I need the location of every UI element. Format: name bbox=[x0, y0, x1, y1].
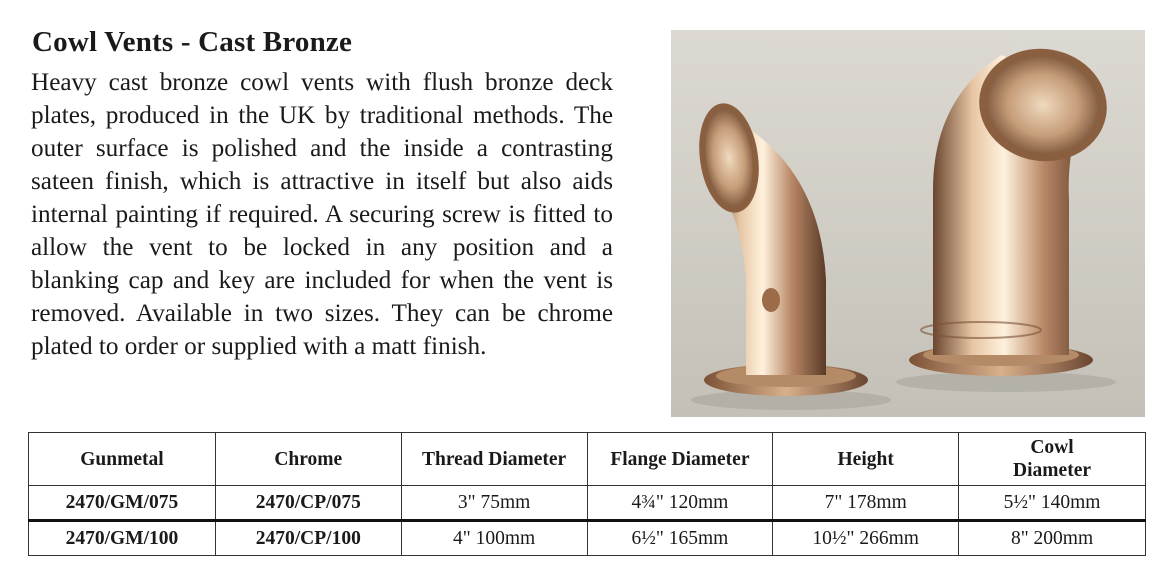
product-description: Heavy cast bronze cowl vents with flush bronze deck plates, produced in the UK by traditional methods. The outer surface is polished and the inside a contrasting sateen finish, which is attractive in itself but also aids internal painting if required. A securing screw is fitted to allow the vent to be locked in any position and a blanking cap and key are included for when the vent is removed. Available in two sizes. They can be chrome plated to order or supplied with a matt finish. bbox=[31, 69, 613, 360]
column-header-flange-diameter: Flange Diameter bbox=[587, 433, 773, 486]
gunmetal-code: 2470/GM/100 bbox=[29, 521, 216, 556]
column-header-height: Height bbox=[773, 433, 959, 486]
flange-diameter-cell: 4¾" 120mm bbox=[587, 486, 773, 521]
table-row bbox=[29, 521, 1146, 556]
thread-diameter-cell: 4" 100mm bbox=[401, 521, 587, 556]
cowl-diameter-cell: 5½" 140mm bbox=[959, 486, 1146, 521]
spec-table bbox=[28, 432, 1146, 556]
column-header-gunmetal: Gunmetal bbox=[29, 433, 216, 486]
height-cell: 7" 178mm bbox=[773, 486, 959, 521]
chrome-code: 2470/CP/100 bbox=[215, 521, 401, 556]
flange-diameter-cell: 6½" 165mm bbox=[587, 521, 773, 556]
column-header-chrome: Chrome bbox=[215, 433, 401, 486]
cowl-diameter-cell: 8" 200mm bbox=[959, 521, 1146, 556]
gunmetal-code: 2470/GM/075 bbox=[29, 486, 216, 521]
table-header-row bbox=[29, 433, 1146, 486]
page-title: Cowl Vents - Cast Bronze bbox=[32, 26, 353, 58]
column-header-cowl-diameter: Cowl Diameter bbox=[959, 433, 1146, 486]
table-row bbox=[29, 486, 1146, 521]
thread-diameter-cell: 3" 75mm bbox=[401, 486, 587, 521]
height-cell: 10½" 266mm bbox=[773, 521, 959, 556]
chrome-code: 2470/CP/075 bbox=[215, 486, 401, 521]
column-header-thread-diameter: Thread Diameter bbox=[401, 433, 587, 486]
product-photo bbox=[671, 30, 1145, 417]
